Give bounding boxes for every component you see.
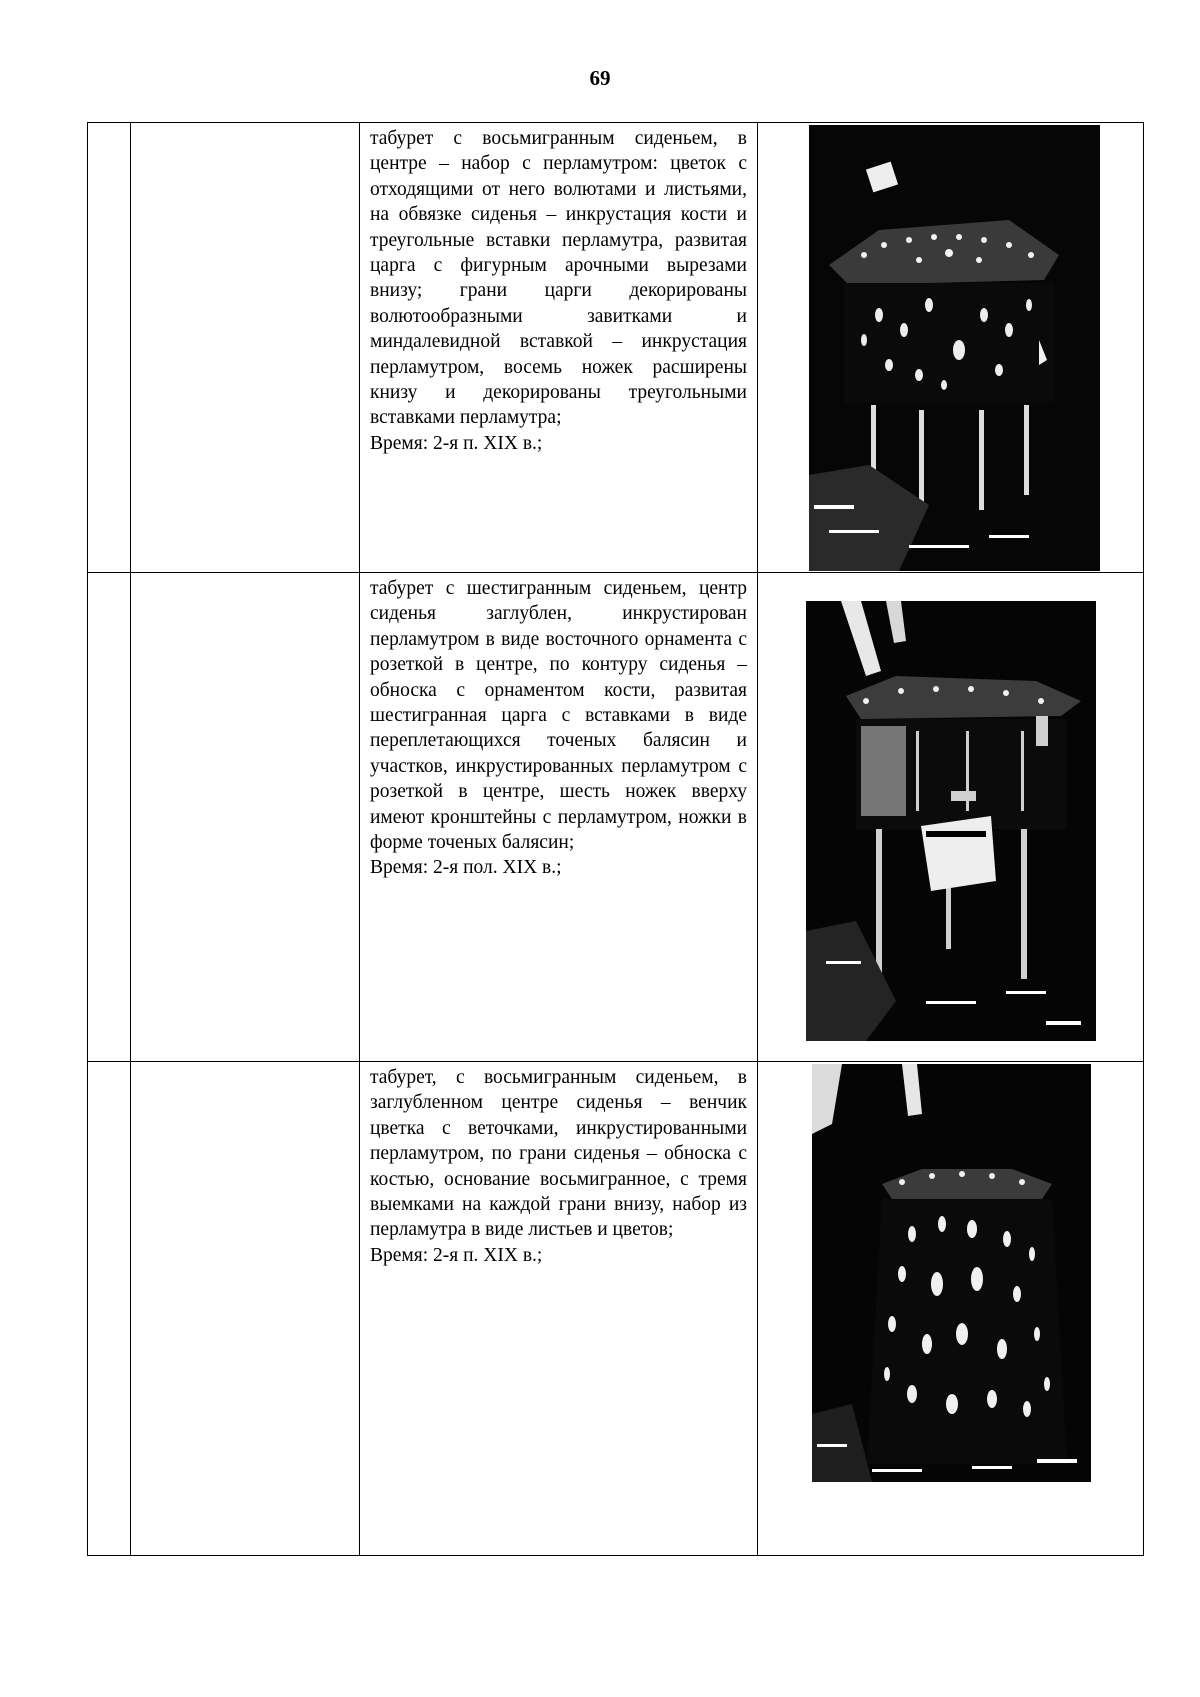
description-cell [360,1062,758,1556]
item-name-cell [131,1062,360,1556]
photo-cell [758,1062,1144,1556]
item-name-cell [131,123,360,573]
photo-cell [758,573,1144,1062]
item-description: табурет с восьмигранным сиденьем, в центре – набор с перламутром: цветок с отходящими от него волютами и листьями, на обвязке сиденья – инкрустация кости и треугольные вставки перламутра, развитая царга с фигурным арочными вырезами внизу; грани царги декорированы волютообразными завитками и миндалевидной вставкой – инкрустация перламутром, восемь ножек расширены книзу и декорированы треугольными вставками перламутра; [370,128,747,429]
table-row [88,1062,1144,1556]
item-time: Время: 2-я п. XIX в.; [370,1244,543,1266]
row-number-cell [88,573,131,1062]
item-time: Время: 2-я пол. XIX в.; [370,857,562,879]
item-name-cell [131,573,360,1062]
photo-cell [758,123,1144,573]
stool-photo [809,125,1100,571]
table-row [88,573,1144,1062]
row-number-cell [88,123,131,573]
description-cell [360,123,758,573]
row-number-cell [88,1062,131,1556]
description-cell [360,573,758,1062]
item-description: табурет с шестигранным сиденьем, центр сиденья заглублен, инкрустирован перламутром в виде восточного орнамента с розеткой в центре, по контуру сиденья – обноска с орнаментом кости, развитая шестигранная царга с вставками в виде переплетающихся точеных балясин и участков, инкрустированных перламутром с розеткой в центре, шесть ножек вверху имеют кронштейны с перламутром, ножки в форме точеных балясин; [370,578,747,854]
stool-photo [812,1064,1091,1482]
page-number: 69 [589,66,611,90]
catalog-table [87,122,1144,1556]
item-time: Время: 2-я п. XIX в.; [370,432,543,454]
table-row [88,123,1144,573]
stool-photo [806,601,1096,1041]
item-description: табурет, с восьмигранным сиденьем, в заглубленном центре сиденья – венчик цветка с веточками, инкрустированными перламутром, по грани сиденья – обноска с костью, основание восьмигранное, с тремя выемками на каждой грани внизу, набор из перламутра в виде листьев и цветов; [370,1067,747,1241]
